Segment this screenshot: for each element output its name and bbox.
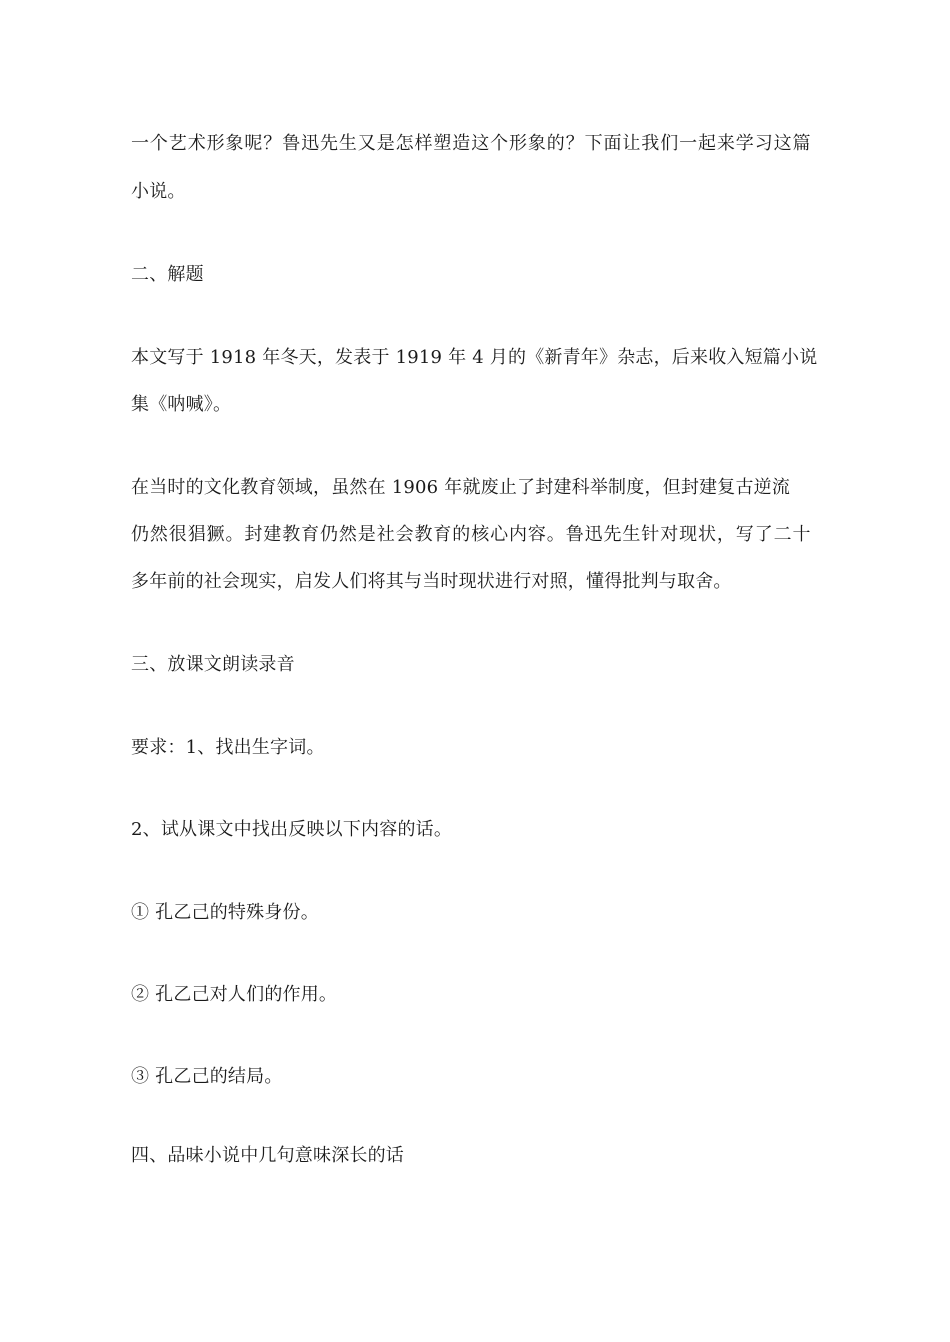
section-heading-3: 三、放课文朗读录音 (131, 654, 295, 675)
intro-line-2: 小说。 (131, 181, 186, 202)
section-heading-4: 四、品味小说中几句意味深长的话 (131, 1145, 404, 1166)
section2-paragraph2-line2: 仍然很猖獗。封建教育仍然是社会教育的核心内容。鲁迅先生针对现状，写了二十 (131, 524, 812, 545)
section-heading-2: 二、解题 (131, 264, 204, 285)
section2-paragraph1-line1: 本文写于 1918 年冬天，发表于 1919 年 4 月的《新青年》杂志，后来收入短篇小说 (131, 347, 818, 368)
list-item-3: ③ 孔乙己的结局。 (131, 1066, 283, 1087)
section2-paragraph1-line2: 集《呐喊》。 (131, 394, 232, 415)
requirement-2: 2、试从课文中找出反映以下内容的话。 (131, 819, 453, 840)
section2-paragraph2-line3: 多年前的社会现实，启发人们将其与当时现状进行对照，懂得批判与取舍。 (131, 571, 732, 592)
requirement-1: 要求：1、找出生字词。 (131, 737, 325, 758)
intro-line-1: 一个艺术形象呢？鲁迅先生又是怎样塑造这个形象的？下面让我们一起来学习这篇 (131, 133, 812, 154)
list-item-1: ① 孔乙己的特殊身份。 (131, 902, 319, 923)
list-item-2: ② 孔乙己对人们的作用。 (131, 984, 338, 1005)
section2-paragraph2-line1: 在当时的文化教育领域，虽然在 1906 年就废止了封建科举制度，但封建复古逆流 (131, 477, 791, 498)
